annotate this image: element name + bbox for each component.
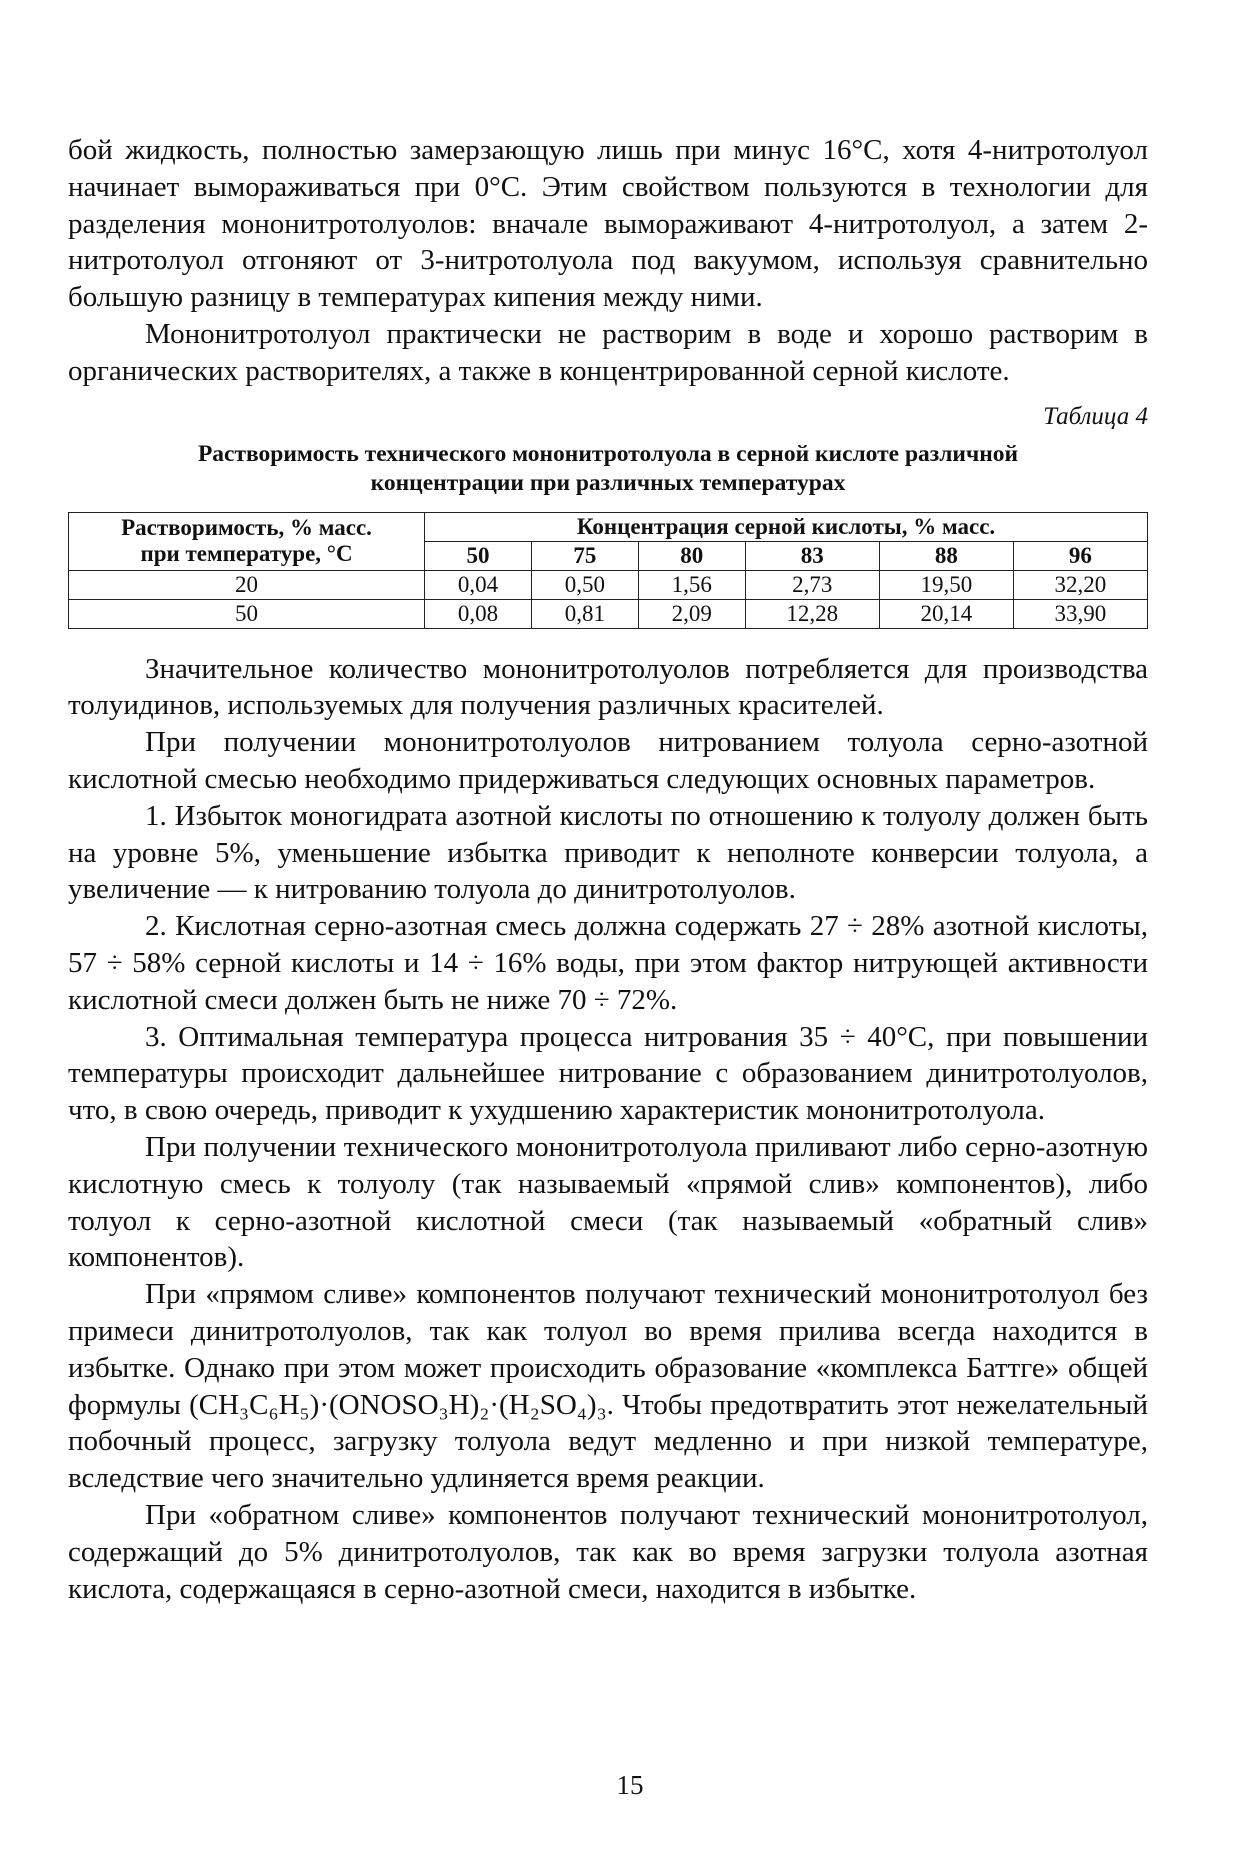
column-header: 83 — [745, 541, 879, 570]
paragraph: При «обратном сливе» компонентов получают технический мононитротолуол, содержащий до 5% динитротолуолов, так как во время загрузки толуола азотная кислота, содержащаяся в серно-азотной смеси, находится в избытке. — [68, 1498, 1148, 1605]
table-cell: 0,81 — [531, 599, 638, 628]
table-cell: 0,50 — [531, 570, 638, 599]
paragraph: При «прямом сливе» компонентов получают технический мононитротолуол без примеси динитротолуолов, так как толуол во время прилива всегда находится в избытке. Однако при этом может происходить образование «комплекса Баттге» общей формулы (CH₃C₆H₅)·(ONOSO₃H)₂·(H₂SO₄)₃. Чтобы предотвратить этот нежелательный побочный процесс, загрузку толуола ведут медленно и при низкой температуре, вследствие чего значительно удлиняется время реакции. — [68, 1278, 1148, 1495]
table-row — [69, 570, 1148, 599]
table-title — [68, 440, 1148, 498]
table-cell: 33,90 — [1013, 599, 1147, 628]
table-cell: 32,20 — [1013, 570, 1147, 599]
paragraph: Мононитротолуол практически не растворим в воде и хорошо растворим в органических растворителях, а также в концентрированной серной кислоте. — [68, 317, 1148, 387]
table-title-line: концентрации при различных температурах — [370, 469, 846, 496]
body-text-bottom — [68, 651, 1148, 1608]
table-title-line: Растворимость технического мононитротолуола в серной кислоте различной — [197, 440, 1019, 467]
paragraph: бой жидкость, полностью замерзающую лишь при минус 16°С, хотя 4-нитротолуол начинает вымораживаться при 0°С. Этим свойством пользуются в технологии для разделения мононитротолуолов: вначале вымораживают 4-нитротолуол, а затем 2-нитротолуол отгоняют от 3-нитротолуола под вакуумом, используя сравнительно большую разницу в температурах кипения между ними. — [68, 134, 1148, 314]
table-cell: 0,04 — [425, 570, 532, 599]
row-header-line: Растворимость, % масс. — [121, 515, 372, 541]
temperature-cell: 20 — [69, 570, 425, 599]
page-number: 15 — [616, 1770, 644, 1800]
row-header-line: при температуре, °С — [140, 541, 353, 567]
solubility-table — [68, 512, 1148, 629]
temperature-cell: 50 — [69, 599, 425, 628]
paragraph: 1. Избыток моногидрата азотной кислоты по отношению к толуолу должен быть на уровне 5%, уменьшение избытка приводит к неполноте конверсии толуола, а увеличение — к нитрованию толуола до динитротолуолов. — [68, 799, 1148, 906]
column-header: 80 — [638, 541, 745, 570]
table-cell: 20,14 — [879, 599, 1013, 628]
table-cell: 2,73 — [745, 570, 879, 599]
table-cell: 12,28 — [745, 599, 879, 628]
column-header: 96 — [1013, 541, 1147, 570]
table-header-row — [69, 512, 1148, 541]
column-header: 75 — [531, 541, 638, 570]
table-row — [69, 599, 1148, 628]
paragraph: При получении технического мононитротолуола приливают либо серно-азотную кислотную смесь к толуолу (так называемый «прямой слив» компонентов), либо толуол к серно-азотной кислотной смеси (так называемый «обратный слив» компонентов). — [68, 1130, 1148, 1274]
table-cell: 2,09 — [638, 599, 745, 628]
table-cell: 0,08 — [425, 599, 532, 628]
paragraph: 3. Оптимальная температура процесса нитрования 35 ÷ 40°С, при повышении температуры происходит дальнейшее нитрование с образованием динитротолуолов, что, в свою очередь, приводит к ухудшению характеристик мононитротолуола. — [68, 1020, 1148, 1127]
paragraph: 2. Кислотная серно-азотная смесь должна содержать 27 ÷ 28% азотной кислоты, 57 ÷ 58% серной кислоты и 14 ÷ 16% воды, при этом фактор нитрующей активности кислотной смеси должен быть не ниже 70 ÷ 72%. — [68, 910, 1148, 1016]
table-label: Таблица 4 — [1043, 402, 1148, 430]
table-cell: 1,56 — [638, 570, 745, 599]
body-text-top — [68, 132, 1148, 390]
table-cell: 19,50 — [879, 570, 1013, 599]
paragraph: Значительное количество мононитротолуолов потребляется для производства толуидинов, используемых для получения различных красителей. — [68, 652, 1148, 722]
row-header-cell — [69, 512, 425, 570]
column-group-header: Концентрация серной кислоты, % масс. — [425, 512, 1148, 541]
column-header: 88 — [879, 541, 1013, 570]
paragraph: При получении мононитротолуолов нитрованием толуола серно-азотной кислотной смесью необходимо придерживаться следующих основных параметров. — [68, 726, 1148, 795]
column-header: 50 — [425, 541, 532, 570]
